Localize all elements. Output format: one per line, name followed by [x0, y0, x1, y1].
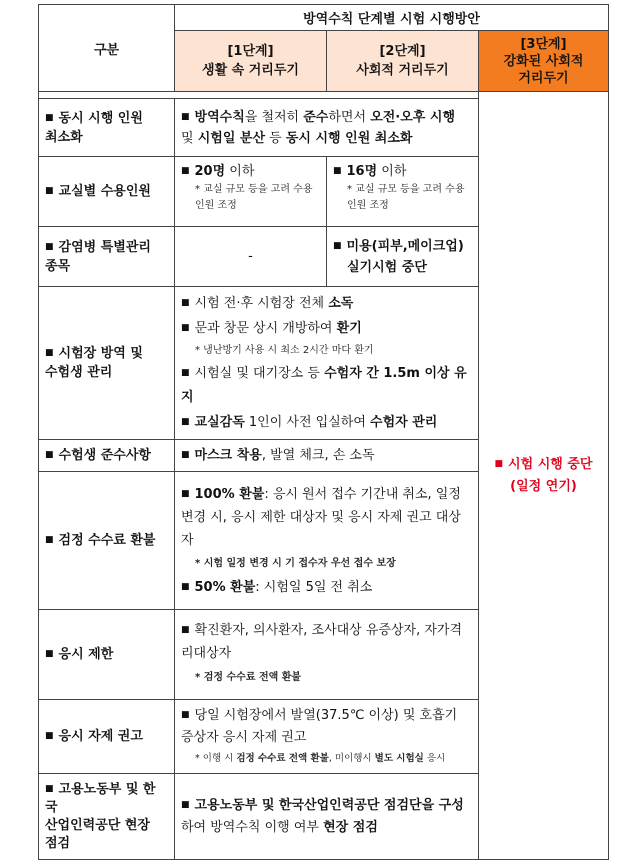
- bullet-icon: ■: [181, 111, 190, 122]
- text: 수험자 간 1.5m 이상 유지: [181, 366, 467, 405]
- category-header: [39, 5, 175, 92]
- note: * 검정 수수료 전액 환불: [195, 671, 302, 683]
- text: 환기: [336, 321, 362, 336]
- row-restriction-category: [39, 610, 175, 700]
- cat-line: 점검: [45, 836, 71, 851]
- text: 마스크 착용: [194, 448, 262, 463]
- bullet-icon: ■: [181, 800, 190, 810]
- bullet-icon: ■: [494, 459, 504, 469]
- text: 동시 시행 인원 최소화: [285, 130, 413, 146]
- row-site-quarantine-category: [39, 287, 175, 440]
- text: 확진환자, 의사환자, 조사대상 유증상자, 자가격리대상자: [181, 622, 463, 661]
- text: 소독: [328, 296, 354, 311]
- cat-text: 수험생 준수사항: [58, 448, 151, 463]
- text: 별도 시험실: [374, 753, 424, 764]
- text: : 시험일 5일 전 취소: [255, 579, 373, 595]
- bullet-icon: ■: [45, 731, 54, 741]
- bullet-icon: ■: [333, 166, 342, 176]
- cat-line: 최소화: [45, 129, 83, 145]
- text: 시험일 분산: [197, 130, 266, 146]
- row-site-quarantine-content: [175, 287, 479, 440]
- bullet-icon: ■: [181, 298, 190, 308]
- row-special-category-stage1: [175, 227, 327, 287]
- bullet-icon: ■: [181, 624, 190, 635]
- bullet-icon: ■: [45, 241, 54, 252]
- cat-line: 감염병 특별관리: [58, 239, 151, 255]
- cat-line: 수험생 관리: [45, 365, 113, 380]
- text: , 발열 체크, 손 소독: [261, 448, 375, 463]
- cat-line: 시험장 방역 및: [58, 346, 143, 361]
- cat-text: 검정 수수료 환불: [58, 533, 156, 548]
- text: 을 철저히: [244, 109, 304, 125]
- cat-line: 산업인력공단 현장: [45, 818, 150, 833]
- stage3-label: [3단계]: [520, 36, 567, 52]
- text: , 미이행시: [328, 753, 375, 764]
- stage3-postpone-text: (일정 연기): [510, 479, 577, 494]
- text: 고용노동부 및 한국산업인력공단 점검단을 구성: [194, 798, 464, 813]
- text: 이하: [225, 164, 255, 179]
- text: 하여 방역수칙 이행 여부: [181, 820, 324, 835]
- plan-title-text: 방역수칙 단계별 시험 시행방안: [303, 12, 480, 27]
- quarantine-plan-table: [38, 4, 609, 860]
- text: 교실감독: [194, 415, 245, 430]
- row-capacity-stage1: [175, 157, 327, 227]
- text: 당일 시험장에서 발열(37.5℃ 이상) 및 호흡기 증상자 응시 자제 권고: [181, 708, 458, 745]
- bullet-icon: ■: [45, 348, 54, 358]
- row-simultaneous-content: [175, 99, 479, 157]
- text: : 응시 원서 접수 기간내 취소, 일정 변경 시, 응시 제한 대상자 및 응시 자제 권고 대상자: [181, 486, 461, 548]
- text: 방역수칙: [194, 109, 245, 125]
- bullet-icon: ■: [45, 186, 54, 196]
- bullet-icon: ■: [45, 450, 54, 460]
- stage3-name-line2: 거리두기: [518, 70, 569, 86]
- text: 이하: [377, 164, 407, 179]
- text: -: [248, 249, 253, 264]
- bullet-icon: ■: [181, 710, 190, 720]
- text: 오전·오후 시행: [370, 109, 455, 125]
- text: 50% 환불: [194, 579, 256, 595]
- text: 시험 전·후 시험장 전체: [194, 296, 329, 311]
- bullet-icon: ■: [181, 368, 190, 378]
- bullet-icon: ■: [181, 417, 190, 427]
- note: * 교실 규모 등을 고려 수용인원 조정: [195, 184, 313, 211]
- bullet-icon: ■: [45, 112, 54, 123]
- cat-line: 종목: [45, 258, 71, 274]
- stage1-name: 생활 속 거리두기: [202, 63, 299, 78]
- stage3-header: [479, 31, 609, 92]
- bullet-icon: ■: [181, 166, 190, 176]
- stage2-header: [327, 31, 479, 92]
- row-capacity-stage2: [327, 157, 479, 227]
- text: 및: [181, 130, 198, 146]
- note: * 교실 규모 등을 고려 수용인원 조정: [347, 184, 465, 211]
- text: 수험자 관리: [370, 415, 438, 430]
- note: [181, 749, 472, 769]
- row-inspection-category: [39, 774, 175, 860]
- row-special-category-category: [39, 227, 175, 287]
- row-examinee-rules-category: [39, 440, 175, 472]
- text: 미용(피부,메이크업): [346, 238, 464, 254]
- text: 시험실 및 대기장소 등: [194, 366, 325, 381]
- text: 응시: [423, 753, 446, 764]
- stage3-suspension-text: 시험 시행 중단: [508, 457, 593, 472]
- bullet-icon: ■: [181, 581, 190, 592]
- stage1-label: [1단계]: [227, 44, 274, 59]
- stage3-suspension: [479, 453, 608, 476]
- bullet-icon: ■: [45, 649, 54, 659]
- cat-line: 고용노동부 및 한국: [45, 782, 156, 815]
- text: 실기시험 중단: [347, 259, 427, 275]
- row-refrain-content: [175, 700, 479, 774]
- row-simultaneous-category: [39, 99, 175, 157]
- stage2-name: 사회적 거리두기: [356, 63, 449, 78]
- bullet-icon: ■: [181, 488, 190, 499]
- row-examinee-rules-content: [175, 440, 479, 472]
- row-refrain-category: [39, 700, 175, 774]
- stage2-label: [2단계]: [379, 44, 426, 59]
- row-refund-category: [39, 472, 175, 610]
- category-header-label: 구분: [93, 42, 120, 58]
- row-restriction-content: [175, 610, 479, 700]
- note: * 시험 일정 변경 시 기 접수자 우선 접수 보장: [195, 557, 396, 569]
- stage1-header: [175, 31, 327, 92]
- bullet-icon: ■: [181, 450, 190, 460]
- cat-text: 응시 자제 권고: [58, 729, 143, 744]
- stage3-name-line1: 강화된 사회적: [503, 53, 584, 69]
- plan-title: [175, 5, 609, 31]
- text: 16명: [346, 164, 378, 179]
- bullet-icon: ■: [45, 784, 54, 794]
- bullet-icon: ■: [45, 535, 54, 545]
- header-spacer: [39, 92, 609, 99]
- text: 문과 창문 상시 개방하여: [194, 321, 337, 336]
- row-capacity-category: [39, 157, 175, 227]
- cat-text: 교실별 수용인원: [58, 184, 151, 199]
- text: 100% 환불: [194, 486, 265, 502]
- text: 20명: [194, 164, 226, 179]
- bullet-icon: ■: [333, 240, 342, 251]
- stage3-body-cell: [479, 92, 609, 860]
- text: 준수: [303, 109, 329, 125]
- row-refund-content: [175, 472, 479, 610]
- text: * 이행 시: [195, 753, 237, 764]
- text: 현장 점검: [323, 820, 378, 835]
- bullet-icon: ■: [181, 323, 190, 333]
- row-inspection-content: [175, 774, 479, 860]
- cat-line: 동시 시행 인원: [58, 110, 143, 126]
- cat-text: 응시 제한: [58, 647, 114, 662]
- row-special-category-stage2: [327, 227, 479, 287]
- text: 검정 수수료 전액 환불: [236, 753, 329, 764]
- text: 1인이 사전 입실하여: [244, 415, 371, 430]
- note: * 냉난방기 사용 시 최소 2시간 마다 환기: [195, 345, 374, 356]
- text: 등: [265, 130, 286, 146]
- text: 하면서: [328, 109, 371, 125]
